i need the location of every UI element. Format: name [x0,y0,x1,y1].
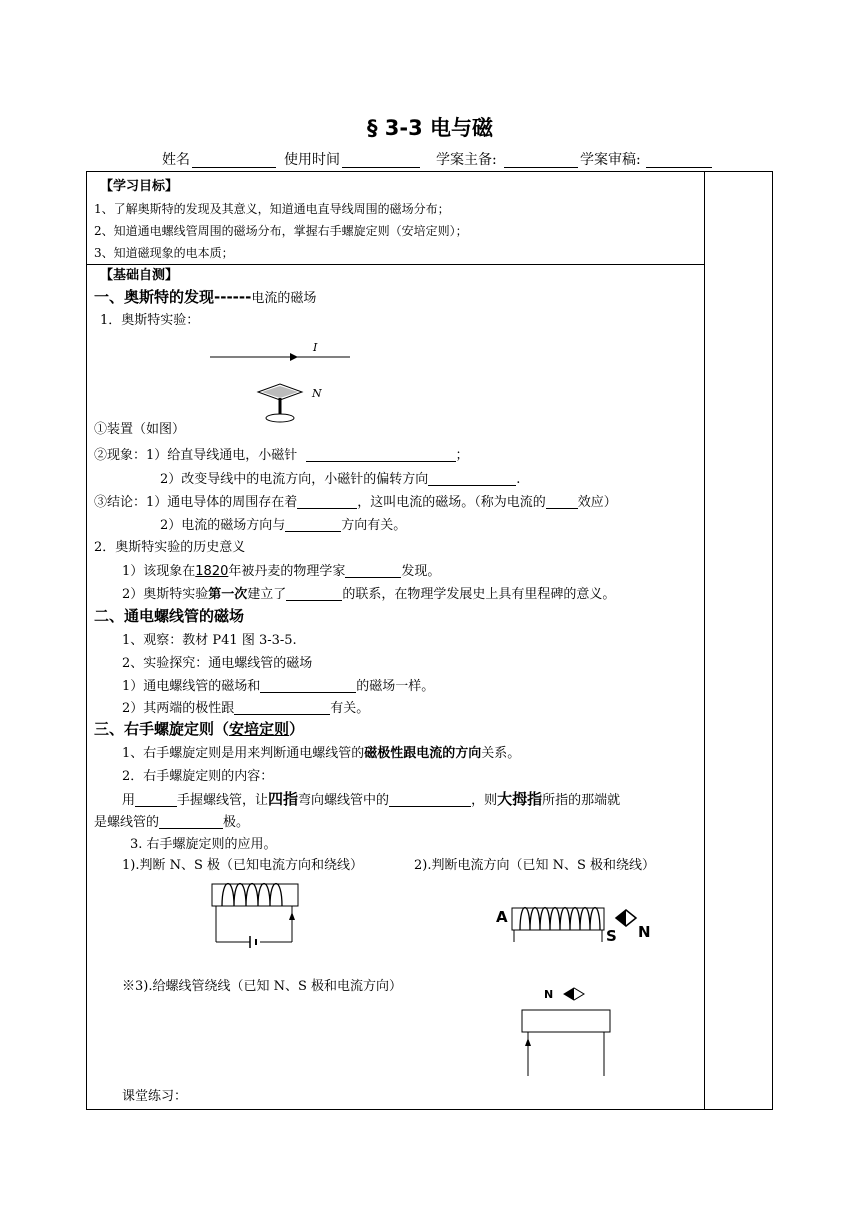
phenomenon-1: ②现象：1）给直导线通电，小磁针 ； [94,448,469,463]
rule-purpose: 1、右手螺旋定则是用来判断通电螺线管的磁极性跟电流的方向关系。 [122,746,521,761]
author-label: 学案主备: [436,152,497,168]
history-1: 1）该现象在1820年被丹麦的物理学家 发现。 [122,564,441,579]
rule-content-2: 是螺线管的 极。 [94,815,250,830]
blank-field[interactable] [546,495,578,509]
explore-text: 2、实验探究：通电螺线管的磁场 [122,656,313,671]
blank-field[interactable] [159,815,223,829]
observe-text: 1、观察：教材 P41 图 3-3-5. [122,633,297,648]
blank-field[interactable] [260,679,356,693]
time-field[interactable] [342,154,420,168]
conclusion-1: ③结论：1）通电导体的周围存在着 ，这叫电流的磁场。（称为电流的 效应） [94,495,617,510]
history-title: 2．奥斯特实验的历史意义 [94,540,246,555]
blank-field[interactable] [428,472,516,486]
blank-field[interactable] [389,793,471,807]
label-s: S [606,927,617,945]
author-field[interactable] [504,154,578,168]
name-label: 姓名 [162,152,190,168]
rule-content-title: 2．右手螺旋定则的内容： [122,769,274,784]
name-field[interactable] [192,154,276,168]
blank-field[interactable] [345,564,401,578]
goal-item: 3、知道磁现象的电本质； [94,246,234,260]
goal-item: 1、了解奥斯特的发现及其意义，知道通电直导线周围的磁场分布； [94,202,450,216]
conclusion-2: 2）电流的磁场方向与 方向有关。 [160,518,407,533]
section2-title: 二、通电螺线管的磁场 [94,607,245,625]
result-2: 2）其两端的极性跟 有关。 [122,701,370,716]
application-title: 3. 右手螺旋定则的应用。 [130,837,277,852]
result-1: 1）通电螺线管的磁场和 的磁场一样。 [122,679,435,694]
device-text: ①装置（如图） [94,422,186,437]
blank-field[interactable] [285,518,341,532]
blank-field[interactable] [234,701,330,715]
review-label: 学案审稿: [580,152,641,168]
oersted-experiment: 1．奥斯特实验： [100,313,200,328]
current-label: I [313,341,318,354]
goal-item: 2、知道通电螺线管周围的磁场分布，掌握右手螺旋定则（安培定则）； [94,224,468,238]
test-heading: 【基础自测】 [100,268,179,283]
application-2: 2).判断电流方向（已知 N、S 极和绕线） [414,858,656,873]
phenomenon-2: 2）改变导线中的电流方向，小磁针的偏转方向 . [160,472,521,487]
blank-field[interactable] [286,587,342,601]
practice-label: 课堂练习： [122,1089,188,1104]
page-title: § 3-3 电与磁 [366,116,494,140]
blank-field[interactable] [297,495,357,509]
label-a: A [496,908,508,926]
solenoid-figure-3 [516,986,616,1080]
north-label: N [312,387,322,400]
application-1: 1).判断 N、S 极（已知电流方向和绕线） [122,858,364,873]
rule-content: 用 手握螺线管，让四指弯向螺线管中的 ，则大拇指所指的那端就 [122,790,621,808]
label-n: N [544,988,554,1001]
label-n: N [638,923,651,941]
review-field[interactable] [646,154,712,168]
goals-heading: 【学习目标】 [100,179,179,194]
section1-title: 一、奥斯特的发现------电流的磁场 [94,288,317,306]
application-3: ※3).给螺线管绕线（已知 N、S 极和电流方向） [122,979,403,994]
time-label: 使用时间 [284,152,340,168]
blank-field[interactable] [306,448,456,462]
section3-title: 三、右手螺旋定则（安培定则） [94,720,305,738]
history-2: 2）奥斯特实验第一次建立了 的联系，在物理学发展史上具有里程碑的意义。 [122,587,616,602]
solenoid-figure-1 [200,876,310,956]
oersted-figure [200,340,360,428]
solenoid-figure-2 [492,896,662,946]
blank-field[interactable] [135,793,177,807]
